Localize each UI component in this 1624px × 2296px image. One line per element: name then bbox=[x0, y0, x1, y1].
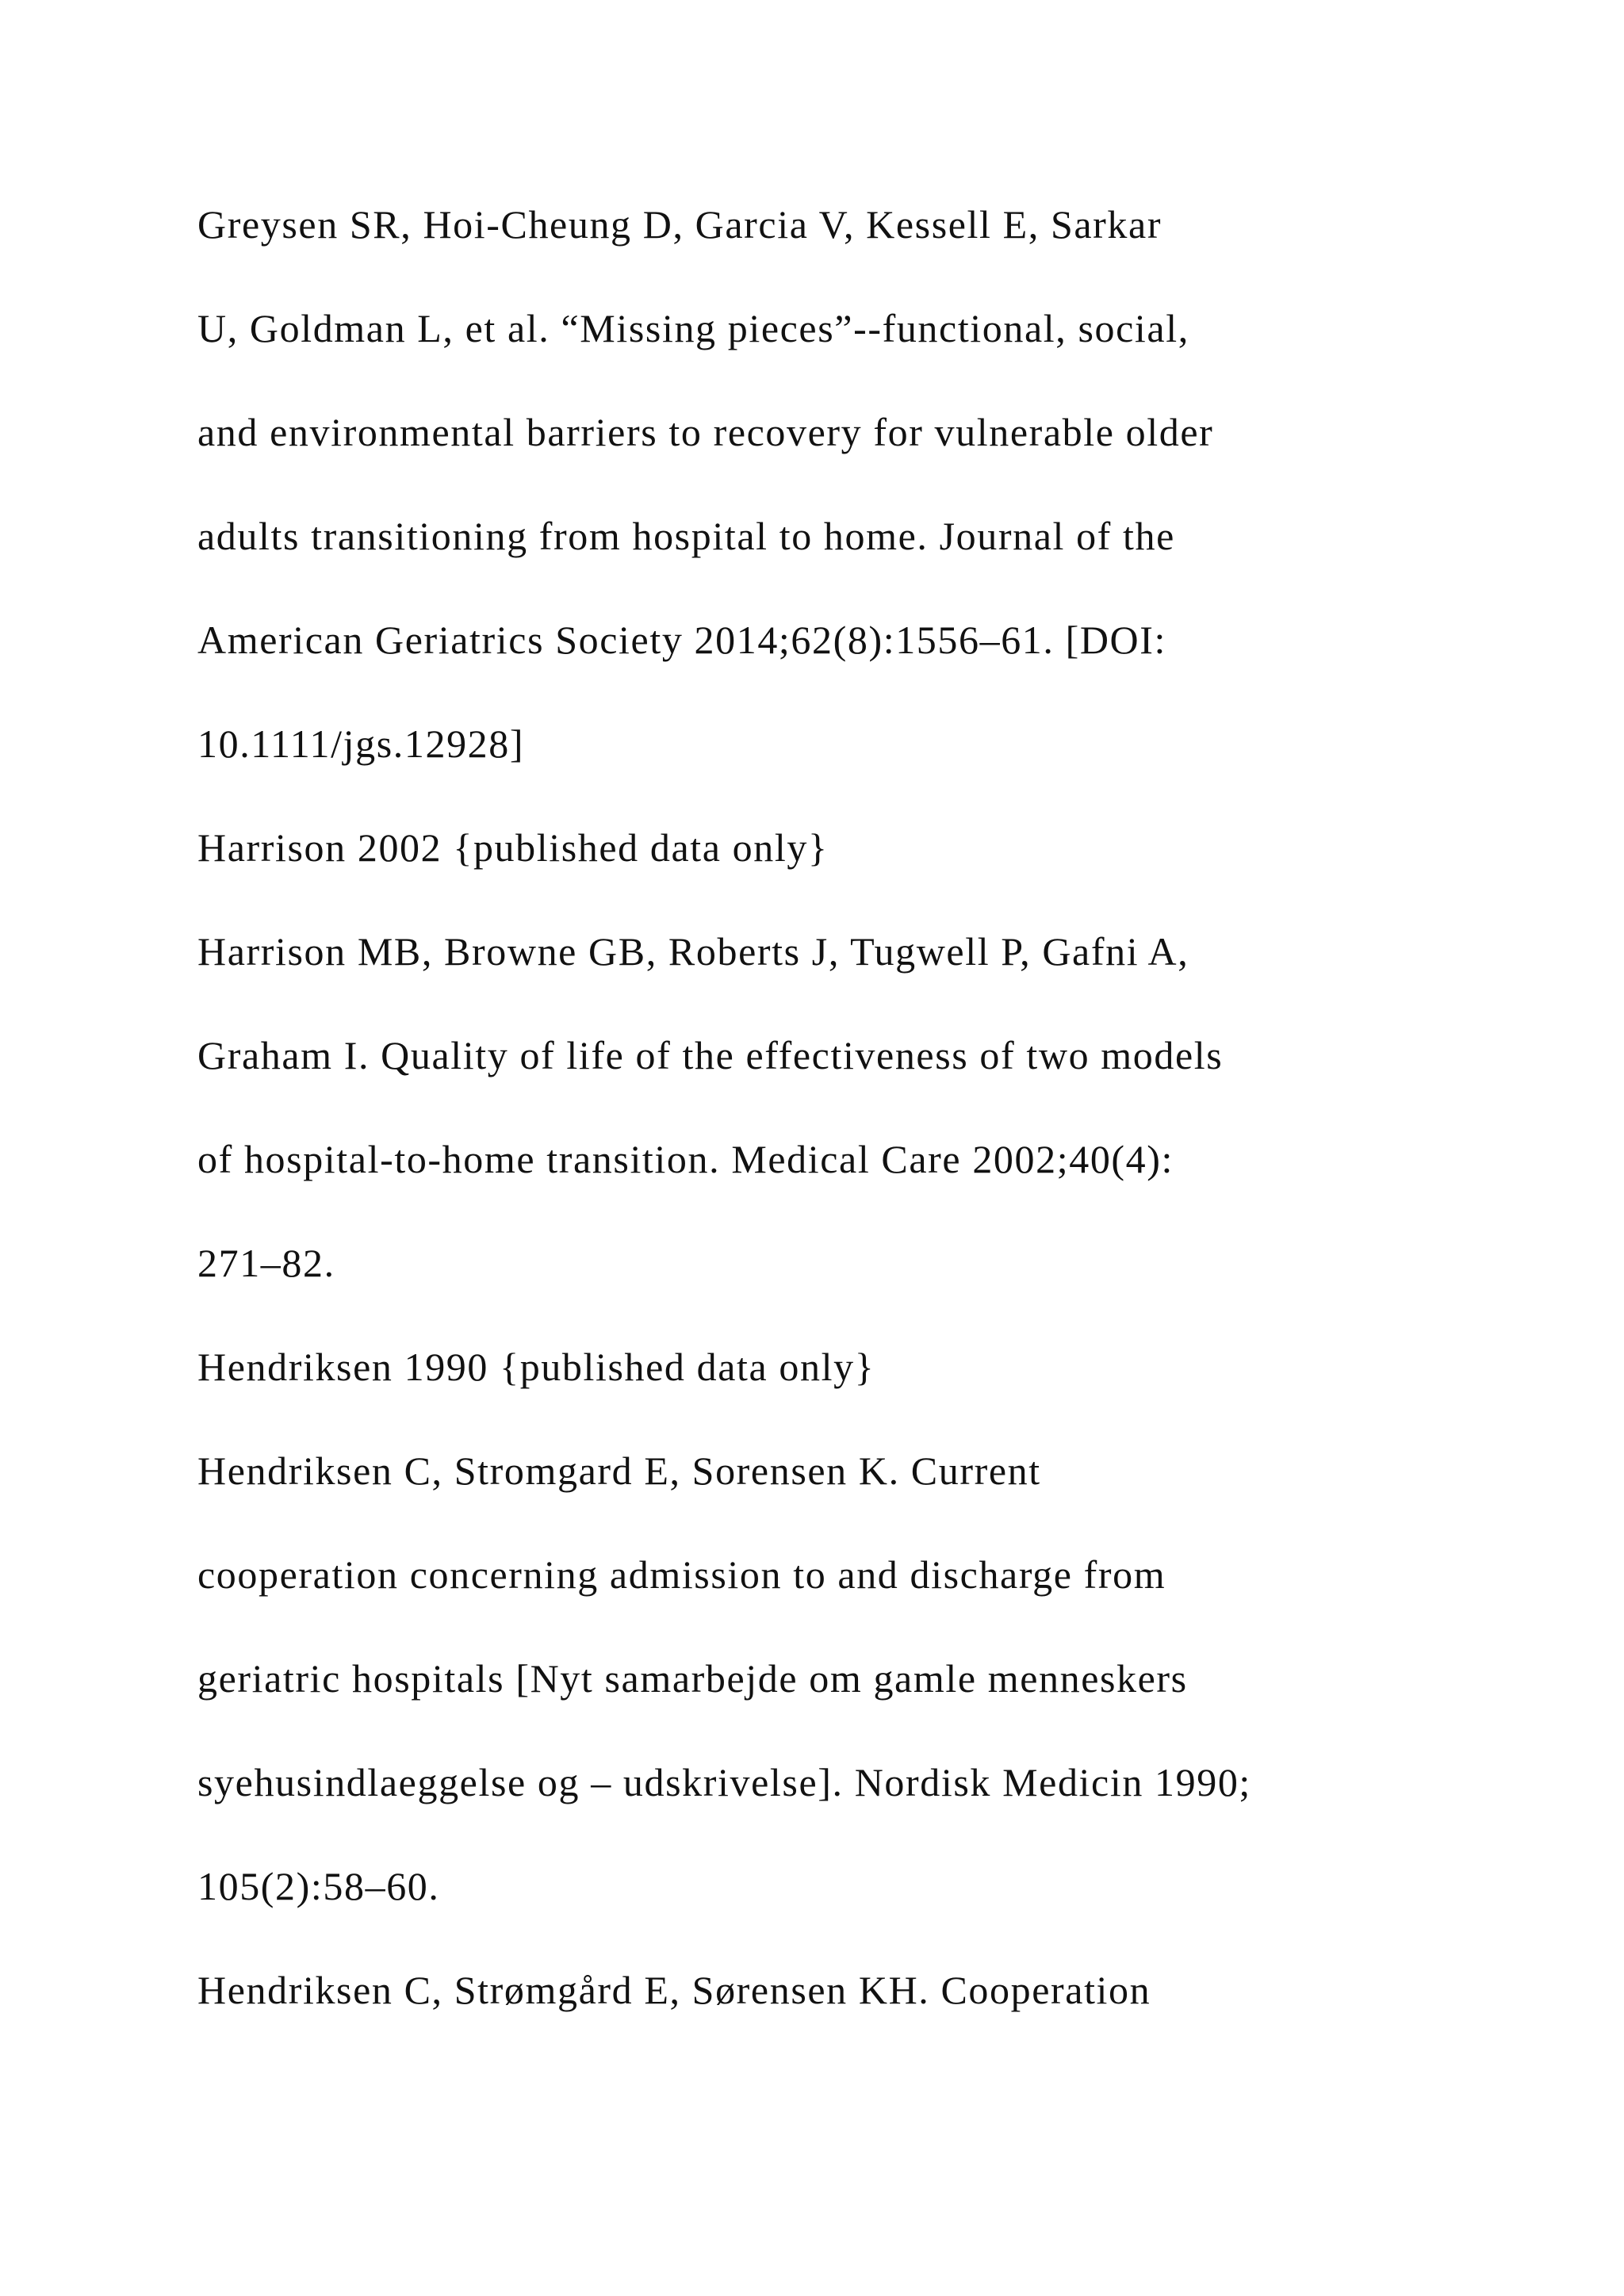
text-line: and environmental barriers to recovery for vulnerable older bbox=[197, 410, 1214, 454]
text-line: geriatric hospitals [Nyt samarbejde om gamle menneskers bbox=[197, 1656, 1188, 1701]
text-line: U, Goldman L, et al. “Missing pieces”--functional, social, bbox=[197, 306, 1189, 350]
text-line: Hendriksen C, Strømgård E, Sørensen KH. Cooperation bbox=[197, 1968, 1151, 2012]
text-line: 10.1111/jgs.12928] bbox=[197, 721, 525, 766]
study-heading: Hendriksen 1990 {published data only} bbox=[197, 1345, 875, 1389]
text-line: cooperation concerning admission to and discharge from bbox=[197, 1552, 1166, 1597]
text-line: adults transitioning from hospital to home. Journal of the bbox=[197, 514, 1175, 558]
text-line: Graham I. Quality of life of the effectiveness of two models bbox=[197, 1033, 1224, 1077]
reference-list bbox=[197, 193, 1561, 2063]
text-line: 105(2):58–60. bbox=[197, 1864, 440, 1908]
text-line: Harrison MB, Browne GB, Roberts J, Tugwell P, Gafni A, bbox=[197, 929, 1189, 974]
study-heading: Harrison 2002 {published data only} bbox=[197, 825, 829, 870]
text-line: Hendriksen C, Stromgard E, Sorensen K. Current bbox=[197, 1448, 1041, 1493]
text-line: syehusindlaeggelse og – udskrivelse]. Nordisk Medicin 1990; bbox=[197, 1760, 1251, 1804]
text-line: American Geriatrics Society 2014;62(8):1556–61. [DOI: bbox=[197, 618, 1167, 662]
text-line: 271–82. bbox=[197, 1241, 335, 1285]
text-line: of hospital-to-home transition. Medical Care 2002;40(4): bbox=[197, 1137, 1174, 1181]
text-line: Greysen SR, Hoi-Cheung D, Garcia V, Kessell E, Sarkar bbox=[197, 202, 1162, 247]
